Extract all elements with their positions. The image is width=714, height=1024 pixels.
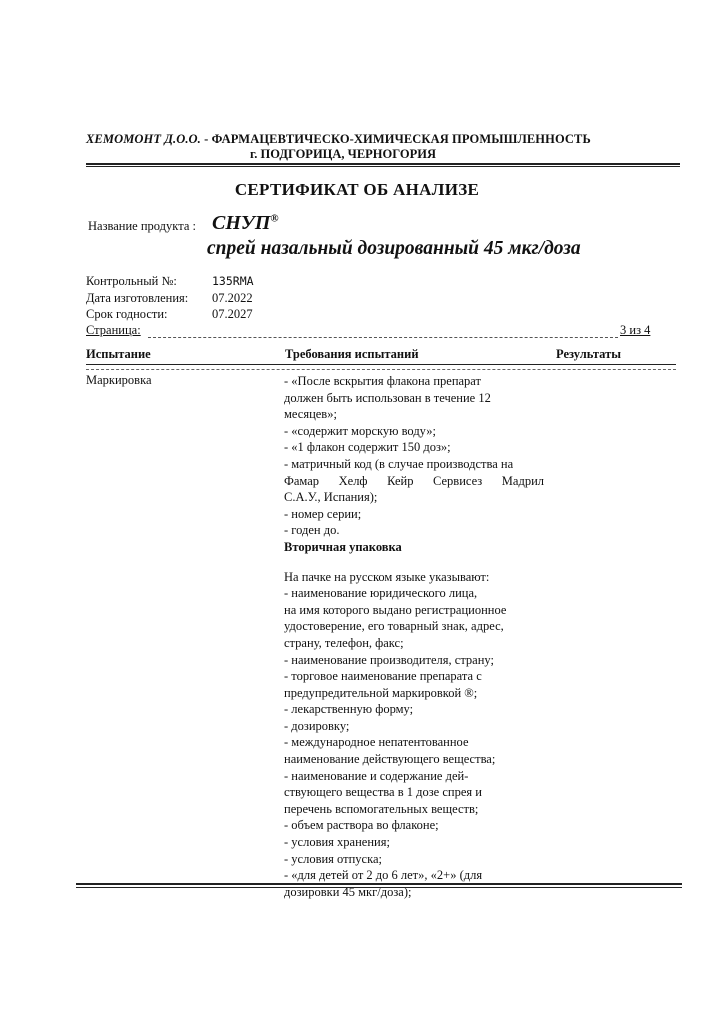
section-heading-secondary-packaging: Вторичная упаковка <box>284 539 402 554</box>
page-row-divider <box>148 337 618 338</box>
requirement-line: - «содержит морскую воду»; <box>284 423 436 438</box>
table-footer-divider <box>76 883 682 885</box>
product-form: спрей назальный дозированный 45 мкг/доза <box>207 238 581 259</box>
requirement-line: месяцев»; <box>284 407 337 422</box>
requirement-line: - условия отпуска; <box>284 851 382 866</box>
requirement-line: - международное непатентованное <box>284 735 469 750</box>
expiry-date-row <box>86 307 253 322</box>
requirement-line: - матричный код (в случае производства на <box>284 456 514 471</box>
column-header-results: Результаты <box>556 347 621 361</box>
expiry-date-value: 07.2027 <box>212 307 253 321</box>
requirement-line: - условия хранения; <box>284 835 390 850</box>
requirement-line: - номер серии; <box>284 506 362 521</box>
product-name-text: СНУП <box>212 212 271 234</box>
product-label: Название продукта : <box>88 219 196 233</box>
test-name: Маркировка <box>86 373 152 387</box>
page-title: СЕРТИФИКАТ ОБ АНАЛИЗЕ <box>234 180 480 199</box>
requirement-line: - торговое наименование препарата с <box>284 669 482 684</box>
control-number-label: Контрольный №: <box>86 274 177 288</box>
requirement-line: - наименование юридического лица, <box>284 586 478 601</box>
column-header-requirements: Требования испытаний <box>285 347 419 361</box>
header-divider-thin <box>86 166 680 167</box>
column-header-test: Испытание <box>86 347 151 361</box>
requirement-line: должен быть использован в течение 12 <box>284 390 491 405</box>
company-name: ХЕМОМОНТ Д.О.О. <box>86 132 201 146</box>
requirement-line: Фамар Хелф Кейр Сервисез Мадрил <box>284 473 544 488</box>
control-number-row <box>86 274 254 289</box>
expiry-date-label: Срок годности: <box>86 307 168 321</box>
requirement-line: - лекарственную форму; <box>284 702 414 717</box>
requirement-line: - наименование и содержание дей- <box>284 768 469 783</box>
table-header-divider <box>86 364 676 365</box>
trademark-symbol: ® <box>270 212 279 225</box>
table-footer-divider-thin <box>76 887 682 888</box>
requirements-list <box>284 373 544 900</box>
spacer <box>284 556 544 569</box>
company-description: - ФАРМАЦЕВТИЧЕСКО-ХИМИЧЕСКАЯ ПРОМЫШЛЕННОСТЬ <box>200 132 591 146</box>
requirement-line: удостоверение, его товарный знак, адрес, <box>284 619 504 634</box>
control-number-value: 135RMA <box>212 274 254 288</box>
requirement-line: - наименование производителя, страну; <box>284 652 494 667</box>
requirement-line: предупредительной маркировкой ®; <box>284 685 478 700</box>
manufacture-date-row <box>86 291 253 306</box>
product-name <box>212 212 279 235</box>
requirement-line: - «для детей от 2 до 6 лет», «2+» (для <box>284 868 483 883</box>
manufacture-date-value: 07.2022 <box>212 291 253 305</box>
page-row <box>86 323 141 338</box>
requirement-line: - «1 флакон содержит 150 доз»; <box>284 440 451 455</box>
page-number: 3 из 4 <box>620 323 651 337</box>
requirement-line: ствующего вещества в 1 дозе спрея и <box>284 785 482 800</box>
header-divider <box>86 163 680 165</box>
requirement-line: наименование действующего вещества; <box>284 752 496 767</box>
page-label: Страница: <box>86 323 141 337</box>
requirement-line: - «После вскрытия флакона препарат <box>284 374 481 388</box>
requirement-line: перечень вспомогательных веществ; <box>284 801 479 816</box>
requirement-line: - дозировку; <box>284 718 350 733</box>
table-header-divider-dashed <box>86 369 676 370</box>
requirement-line: страну, телефон, факс; <box>284 635 404 650</box>
company-city: г. ПОДГОРИЦА, ЧЕРНОГОРИЯ <box>250 147 437 161</box>
company-header <box>86 132 626 147</box>
requirement-line: С.А.У., Испания); <box>284 490 378 505</box>
manufacture-date-label: Дата изготовления: <box>86 291 189 305</box>
requirement-line: дозировки 45 мкг/доза); <box>284 884 412 899</box>
requirement-line: - годен до. <box>284 523 340 538</box>
requirement-line: На пачке на русском языке указывают: <box>284 569 490 584</box>
requirement-line: - объем раствора во флаконе; <box>284 818 439 833</box>
requirement-line: на имя которого выдано регистрационное <box>284 602 507 617</box>
